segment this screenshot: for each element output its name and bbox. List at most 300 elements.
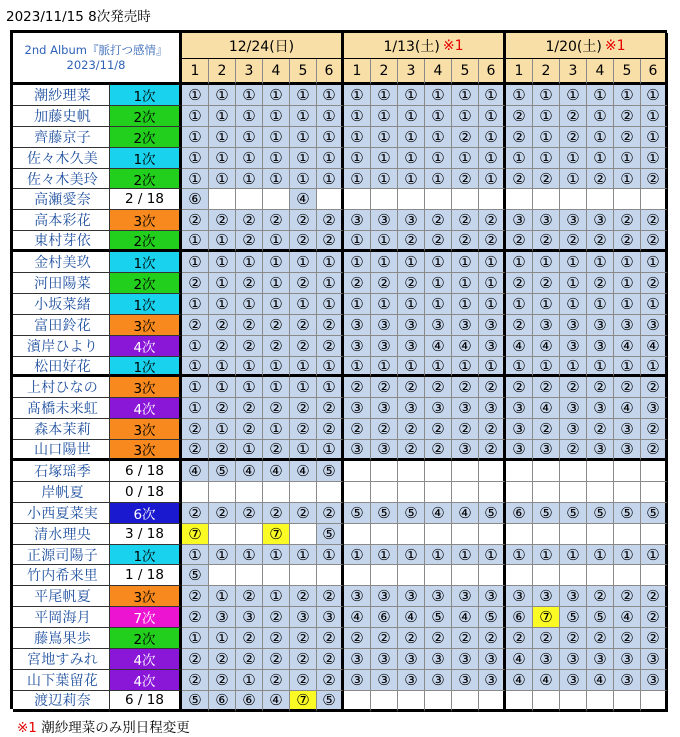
slot-cell [290, 524, 317, 545]
member-status: 3次 [110, 377, 182, 398]
slot-cell [479, 524, 506, 545]
slot-cell: ② [182, 670, 209, 691]
slot-cell: ① [641, 545, 668, 566]
slot-cell: ① [452, 85, 479, 106]
slot-cell [641, 524, 668, 545]
slot-cell: ② [560, 628, 587, 649]
slot-cell: ② [614, 106, 641, 127]
slot-cell: ④ [263, 461, 290, 482]
slot-cell: ③ [506, 398, 533, 419]
slot-cell: ② [614, 127, 641, 148]
slot-cell: ① [371, 545, 398, 566]
slot-cell: ③ [560, 336, 587, 357]
schedule-table [10, 30, 667, 709]
slot-cell: ② [371, 419, 398, 440]
slot-cell [641, 482, 668, 503]
slot-cell: ④ [425, 503, 452, 524]
slot-cell: ① [506, 252, 533, 273]
slot-cell: ① [317, 545, 344, 566]
member-status: 3次 [110, 586, 182, 607]
slot-cell: ① [182, 169, 209, 190]
slot-cell: ① [425, 85, 452, 106]
slot-cell: ② [317, 231, 344, 252]
slot-cell: ② [209, 336, 236, 357]
member-status: 4次 [110, 398, 182, 419]
slot-cell: ① [263, 545, 290, 566]
footnote [17, 716, 190, 736]
slot-cell: ⑥ [182, 189, 209, 210]
slot-cell: ① [641, 127, 668, 148]
slot-cell: ① [290, 545, 317, 566]
slot-cell [533, 482, 560, 503]
slot-cell: ② [236, 231, 263, 252]
slot-cell: ① [506, 357, 533, 378]
slot-cell: ③ [344, 670, 371, 691]
slot-cell: ① [317, 377, 344, 398]
slot-cell: ② [209, 210, 236, 231]
slot-cell [587, 565, 614, 586]
slot-header: 4 [587, 59, 614, 85]
slot-cell: ② [290, 210, 317, 231]
slot-cell: ② [209, 649, 236, 670]
slot-cell: ③ [560, 649, 587, 670]
member-name: 河田陽菜 [13, 273, 110, 294]
slot-cell: ② [263, 210, 290, 231]
slot-cell: ② [290, 649, 317, 670]
slot-cell: ③ [479, 336, 506, 357]
slot-cell: ① [317, 106, 344, 127]
slot-cell: ① [263, 169, 290, 190]
member-status: 2次 [110, 273, 182, 294]
slot-cell: ① [587, 106, 614, 127]
slot-cell: ① [587, 148, 614, 169]
slot-cell [344, 565, 371, 586]
slot-cell: ① [317, 440, 344, 461]
slot-cell: ① [506, 85, 533, 106]
slot-cell: ① [317, 169, 344, 190]
slot-cell: ③ [479, 670, 506, 691]
slot-cell: ① [236, 127, 263, 148]
slot-cell: ② [641, 273, 668, 294]
slot-cell [452, 482, 479, 503]
slot-cell: ① [236, 294, 263, 315]
slot-cell [236, 565, 263, 586]
slot-cell: ① [425, 273, 452, 294]
slot-cell: ① [263, 586, 290, 607]
slot-cell: ③ [209, 607, 236, 628]
member-name: 森本茉莉 [13, 419, 110, 440]
slot-cell: ③ [479, 315, 506, 336]
slot-cell: ① [209, 127, 236, 148]
slot-cell: ① [371, 252, 398, 273]
slot-cell: ① [263, 377, 290, 398]
slot-cell [371, 482, 398, 503]
slot-cell: ② [641, 440, 668, 461]
slot-cell: ① [425, 148, 452, 169]
slot-cell: ② [533, 273, 560, 294]
slot-cell: ② [263, 628, 290, 649]
slot-cell [452, 524, 479, 545]
slot-cell: ④ [236, 461, 263, 482]
slot-cell: ① [398, 169, 425, 190]
slot-cell: ② [560, 127, 587, 148]
slot-cell: ④ [614, 398, 641, 419]
slot-cell: ① [263, 419, 290, 440]
slot-cell: ① [344, 357, 371, 378]
slot-cell: ① [182, 231, 209, 252]
slot-cell: ② [236, 398, 263, 419]
slot-cell: ② [290, 586, 317, 607]
slot-cell: ③ [371, 315, 398, 336]
slot-cell [587, 691, 614, 712]
slot-cell: ③ [371, 670, 398, 691]
slot-cell: ① [425, 294, 452, 315]
slot-cell: ⑥ [506, 503, 533, 524]
slot-cell: ① [290, 106, 317, 127]
slot-cell: ① [614, 545, 641, 566]
slot-cell: ① [236, 440, 263, 461]
slot-cell [344, 189, 371, 210]
slot-cell: ② [452, 169, 479, 190]
slot-cell: ① [641, 294, 668, 315]
slot-cell: ⑤ [479, 503, 506, 524]
slot-cell: ① [209, 169, 236, 190]
slot-cell [506, 189, 533, 210]
slot-cell [290, 482, 317, 503]
slot-cell [236, 524, 263, 545]
slot-cell: ⑤ [614, 503, 641, 524]
slot-cell: ① [344, 106, 371, 127]
slot-cell: ① [425, 127, 452, 148]
slot-cell: ③ [425, 670, 452, 691]
slot-cell [263, 482, 290, 503]
slot-cell: ⑤ [560, 607, 587, 628]
event-date: 12/24(日) [228, 38, 295, 55]
slot-cell: ③ [344, 586, 371, 607]
slot-cell [371, 524, 398, 545]
slot-cell [587, 189, 614, 210]
slot-cell: ① [371, 294, 398, 315]
slot-cell: ① [182, 628, 209, 649]
slot-cell: ⑦ [263, 524, 290, 545]
slot-cell [560, 691, 587, 712]
slot-cell: ② [452, 419, 479, 440]
member-name: 清水理央 [13, 524, 110, 545]
member-name: 平岡海月 [13, 607, 110, 628]
slot-cell: ② [263, 503, 290, 524]
slot-header: 4 [425, 59, 452, 85]
slot-cell: ① [209, 106, 236, 127]
slot-cell: ③ [398, 398, 425, 419]
slot-cell: ① [452, 357, 479, 378]
member-name: 山下葉留花 [13, 670, 110, 691]
slot-cell: ② [641, 231, 668, 252]
slot-cell: ① [317, 357, 344, 378]
slot-cell: ⑤ [344, 503, 371, 524]
slot-cell: ③ [587, 210, 614, 231]
slot-cell [236, 189, 263, 210]
slot-cell [209, 189, 236, 210]
slot-cell: ① [506, 148, 533, 169]
slot-cell: ① [614, 169, 641, 190]
slot-cell: ② [614, 586, 641, 607]
slot-cell: ② [263, 607, 290, 628]
slot-cell: ① [263, 127, 290, 148]
slot-cell: ② [209, 315, 236, 336]
slot-cell: ② [371, 628, 398, 649]
member-name: 竹内希来里 [13, 565, 110, 586]
album-title: 2nd Album『脈打つ感情』 [24, 42, 168, 57]
slot-cell: ② [398, 231, 425, 252]
slot-cell: ② [614, 377, 641, 398]
slot-cell: ⑤ [182, 565, 209, 586]
slot-cell: ② [506, 628, 533, 649]
member-name: 渡辺莉奈 [13, 691, 110, 712]
slot-cell: ① [182, 148, 209, 169]
slot-cell [425, 691, 452, 712]
slot-cell: ④ [641, 336, 668, 357]
slot-cell: ① [290, 252, 317, 273]
slot-cell [398, 461, 425, 482]
slot-cell [398, 524, 425, 545]
slot-cell [533, 189, 560, 210]
slot-cell [479, 482, 506, 503]
slot-cell: ③ [614, 670, 641, 691]
slot-cell [371, 461, 398, 482]
slot-cell: ① [209, 586, 236, 607]
slot-cell: ② [290, 503, 317, 524]
slot-cell: ① [587, 85, 614, 106]
member-status: 3次 [110, 440, 182, 461]
slot-cell: ③ [641, 649, 668, 670]
member-name: 小西夏菜実 [13, 503, 110, 524]
slot-header: 3 [560, 59, 587, 85]
slot-cell: ③ [587, 336, 614, 357]
slot-cell: ④ [263, 691, 290, 712]
slot-header: 6 [641, 59, 668, 85]
slot-cell: ④ [452, 503, 479, 524]
slot-cell: ③ [371, 336, 398, 357]
slot-cell: ③ [587, 440, 614, 461]
member-name: 岸帆夏 [13, 482, 110, 503]
slot-cell: ② [452, 231, 479, 252]
member-name: 東村芽依 [13, 231, 110, 252]
slot-cell [209, 565, 236, 586]
member-name: 山口陽世 [13, 440, 110, 461]
slot-cell: ① [236, 106, 263, 127]
slot-cell: ③ [344, 440, 371, 461]
slot-cell: ④ [290, 461, 317, 482]
slot-cell: ② [317, 210, 344, 231]
member-status: 3次 [110, 419, 182, 440]
slot-cell: ④ [452, 607, 479, 628]
slot-cell [236, 482, 263, 503]
slot-cell: ① [398, 148, 425, 169]
slot-cell: ① [560, 85, 587, 106]
slot-cell [317, 482, 344, 503]
slot-cell: ① [344, 231, 371, 252]
slot-cell: ③ [587, 315, 614, 336]
slot-cell: ① [614, 148, 641, 169]
slot-header: 1 [182, 59, 209, 85]
slot-cell: ① [182, 336, 209, 357]
slot-cell: ① [263, 273, 290, 294]
slot-cell [641, 461, 668, 482]
slot-cell: ② [236, 586, 263, 607]
slot-cell: ② [641, 210, 668, 231]
slot-cell [371, 565, 398, 586]
slot-cell: ④ [290, 189, 317, 210]
slot-cell: ① [263, 252, 290, 273]
slot-cell: ① [452, 252, 479, 273]
slot-cell: ③ [641, 315, 668, 336]
event-footnote-mark: ※1 [442, 37, 464, 54]
slot-cell: ① [263, 231, 290, 252]
member-status: 6 / 18 [110, 691, 182, 712]
slot-cell [560, 565, 587, 586]
slot-cell [398, 565, 425, 586]
slot-cell: ② [425, 231, 452, 252]
slot-cell: ② [506, 377, 533, 398]
slot-cell: ③ [344, 210, 371, 231]
slot-header: 1 [344, 59, 371, 85]
slot-cell: ③ [560, 315, 587, 336]
slot-cell: ④ [506, 649, 533, 670]
slot-cell: ① [479, 85, 506, 106]
slot-cell: ② [425, 419, 452, 440]
slot-cell: ① [371, 106, 398, 127]
slot-cell: ④ [506, 336, 533, 357]
slot-cell: ② [371, 273, 398, 294]
slot-cell: ② [560, 440, 587, 461]
slot-cell: ② [317, 586, 344, 607]
slot-cell: ③ [452, 315, 479, 336]
slot-cell: ⑤ [587, 503, 614, 524]
slot-cell: ② [263, 336, 290, 357]
slot-cell: ③ [641, 398, 668, 419]
slot-cell: ① [344, 545, 371, 566]
slot-cell [587, 482, 614, 503]
slot-cell: ② [533, 169, 560, 190]
slot-cell [398, 189, 425, 210]
slot-cell [533, 461, 560, 482]
slot-cell: ② [560, 377, 587, 398]
slot-cell: ② [641, 628, 668, 649]
slot-cell: ① [182, 127, 209, 148]
slot-cell: ③ [371, 649, 398, 670]
slot-cell: ① [317, 148, 344, 169]
slot-cell: ① [182, 294, 209, 315]
slot-cell: ① [533, 148, 560, 169]
slot-cell: ① [371, 231, 398, 252]
slot-cell [452, 189, 479, 210]
slot-cell: ② [236, 419, 263, 440]
slot-cell: ① [614, 294, 641, 315]
slot-cell: ② [263, 649, 290, 670]
member-name: 平尾帆夏 [13, 586, 110, 607]
slot-cell [506, 691, 533, 712]
slot-cell: ③ [533, 440, 560, 461]
slot-cell: ② [182, 419, 209, 440]
slot-cell: ① [317, 294, 344, 315]
slot-cell [560, 189, 587, 210]
slot-cell: ① [398, 545, 425, 566]
slot-cell: ① [398, 106, 425, 127]
slot-cell: ② [425, 210, 452, 231]
member-status: 1 / 18 [110, 565, 182, 586]
slot-cell [425, 482, 452, 503]
slot-cell: ② [236, 315, 263, 336]
slot-cell: ① [344, 294, 371, 315]
slot-cell [614, 565, 641, 586]
slot-header: 2 [371, 59, 398, 85]
slot-cell: ③ [398, 336, 425, 357]
slot-cell: ① [263, 294, 290, 315]
member-status: 1次 [110, 85, 182, 106]
slot-cell: ① [182, 106, 209, 127]
slot-cell: ① [182, 398, 209, 419]
slot-cell [506, 482, 533, 503]
slot-cell: ③ [614, 315, 641, 336]
slot-cell: ① [452, 273, 479, 294]
footnote-text: 潮紗理菜のみ別日程変更 [41, 720, 190, 736]
slot-cell: ④ [425, 336, 452, 357]
slot-cell [344, 482, 371, 503]
member-name: 潮紗理菜 [13, 85, 110, 106]
slot-cell: ③ [479, 398, 506, 419]
slot-cell [263, 189, 290, 210]
slot-cell: ① [263, 106, 290, 127]
event-header [344, 33, 506, 59]
slot-cell: ③ [344, 336, 371, 357]
slot-cell: ② [290, 628, 317, 649]
slot-cell: ③ [452, 586, 479, 607]
slot-cell: ③ [236, 607, 263, 628]
slot-cell [182, 482, 209, 503]
slot-cell: ① [236, 148, 263, 169]
slot-cell: ② [182, 315, 209, 336]
slot-cell: ② [236, 649, 263, 670]
slot-cell: ⑤ [641, 503, 668, 524]
slot-cell: ② [317, 503, 344, 524]
slot-cell: ③ [533, 586, 560, 607]
slot-cell: ② [182, 273, 209, 294]
slot-cell: ⑥ [209, 691, 236, 712]
slot-cell: ② [425, 377, 452, 398]
slot-cell: ① [209, 231, 236, 252]
slot-cell: ② [614, 628, 641, 649]
slot-cell [641, 691, 668, 712]
member-name: 佐々木久美 [13, 148, 110, 169]
slot-cell: ② [209, 398, 236, 419]
slot-cell: ② [533, 419, 560, 440]
slot-cell: ④ [614, 336, 641, 357]
slot-cell: ③ [560, 210, 587, 231]
slot-cell: ② [317, 419, 344, 440]
slot-cell [425, 565, 452, 586]
member-name: 齊藤京子 [13, 127, 110, 148]
member-name: 宮地すみれ [13, 649, 110, 670]
slot-cell: ② [236, 503, 263, 524]
slot-cell: ② [344, 419, 371, 440]
slot-cell: ⑤ [533, 503, 560, 524]
slot-cell: ② [371, 377, 398, 398]
slot-cell: ② [641, 586, 668, 607]
member-status: 2次 [110, 127, 182, 148]
slot-cell: ① [236, 169, 263, 190]
slot-cell: ② [290, 398, 317, 419]
slot-cell: ③ [560, 670, 587, 691]
